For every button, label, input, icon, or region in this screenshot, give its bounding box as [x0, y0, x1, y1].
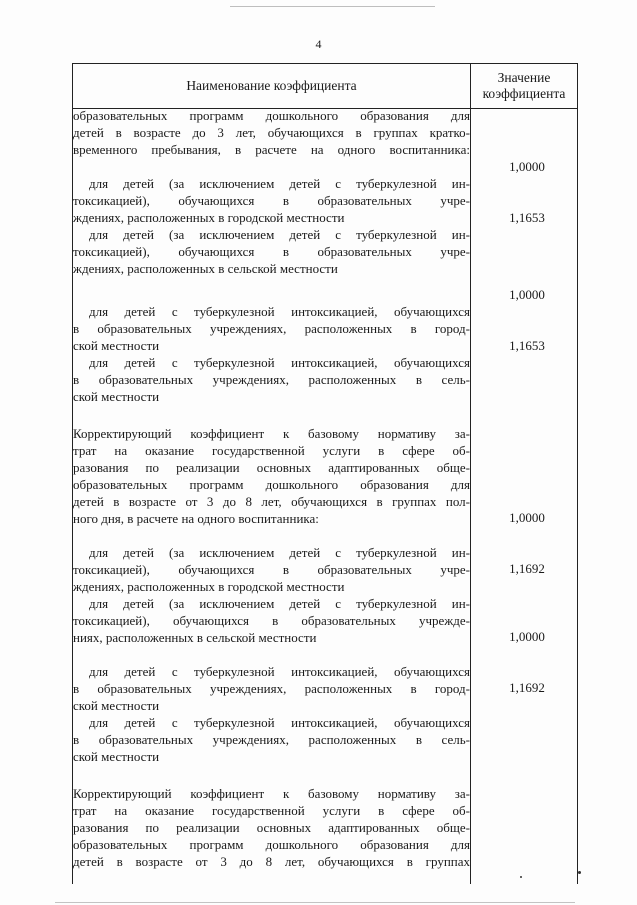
text-line: в образовательных учреждениях, расположенных в город- [73, 321, 470, 336]
text-line: в образовательных учреждениях, расположенных в город- [73, 681, 470, 696]
text-line: в образовательных учреждениях, расположенных в сель- [73, 732, 470, 747]
header-coefficient-name: Наименование коэффициента [73, 64, 471, 109]
coefficient-value: 1,1692 [509, 680, 545, 695]
coefficient-item [73, 303, 470, 354]
text-line: токсикацией), обучающихся в образовательных учре- [73, 244, 470, 259]
header-value-line2: коэффициента [482, 86, 566, 101]
section-intro-continuation [73, 107, 470, 158]
text-line: для детей с туберкулезной интоксикацией, обучающихся [89, 355, 470, 370]
text-line: ской местности [73, 698, 160, 713]
coefficient-values-column [471, 109, 578, 885]
coefficient-value: 1,1653 [509, 210, 545, 225]
coefficient-value: 1,0000 [509, 629, 545, 644]
text-line: для детей с туберкулезной интоксикацией, обучающихся [89, 664, 470, 679]
text-line: токсикацией), обучающихся в образовательных учре- [73, 193, 470, 208]
coefficient-section-heading [73, 785, 470, 870]
text-line: ждениях, расположенных в городской местности [73, 210, 345, 225]
coefficient-section-heading [73, 425, 470, 527]
scan-artifact-bottom [55, 902, 575, 903]
text-line: для детей (за исключением детей с туберкулезной ин- [89, 176, 470, 191]
text-line: разования по реализации основных адаптированных обще- [73, 820, 470, 835]
text-line: детей в возрасте до 3 лет, обучающихся в группах кратко- [73, 125, 470, 140]
coefficient-item [73, 663, 470, 714]
coefficient-item [73, 354, 470, 405]
coefficient-item [73, 226, 470, 277]
text-line: трат на оказание государственной услуги в сфере об- [73, 803, 470, 818]
value-spacer [471, 109, 577, 158]
coefficient-item [73, 175, 470, 226]
text-line: образовательных программ дошкольного образования для [73, 837, 470, 852]
text-line: временного пребывания, в расчете на одного воспитанника: [73, 142, 470, 157]
text-line: для детей (за исключением детей с туберкулезной ин- [89, 596, 470, 611]
page-number: 4 [315, 37, 322, 51]
text-line: ской местности [73, 749, 160, 764]
coefficient-value: 1,1653 [509, 338, 545, 353]
text-line: разования по реализации основных адаптированных обще- [73, 460, 470, 475]
text-line: ждениях, расположенных в городской местности [73, 579, 345, 594]
text-line: ждениях, расположенных в сельской местности [73, 261, 338, 276]
coefficient-item [73, 544, 470, 595]
text-line: для детей с туберкулезной интоксикацией, обучающихся [89, 715, 470, 730]
cell-bottom-spacer [73, 870, 470, 884]
scan-artifact-top [230, 6, 435, 7]
header-coefficient-value [471, 64, 578, 109]
scan-speck [578, 871, 581, 874]
text-line: образовательных программ дошкольного образования для [73, 108, 470, 123]
text-line: ниях, расположенных в сельской местности [73, 630, 317, 645]
header-value-line1: Значение [497, 70, 551, 85]
coefficient-table [72, 63, 578, 884]
coefficient-item [73, 595, 470, 646]
text-line: ного дня, в расчете на одного воспитанника: [73, 511, 319, 526]
text-line: в образовательных учреждениях, расположенных в сель- [73, 372, 470, 387]
text-line: образовательных программ дошкольного образования для [73, 477, 470, 492]
coefficient-value: 1,0000 [509, 287, 545, 302]
text-line: детей в возрасте от 3 до 8 лет, обучающихся в группах пол- [73, 494, 470, 509]
text-line: ской местности [73, 389, 160, 404]
text-line: детей в возрасте от 3 до 8 лет, обучающихся в группах [73, 854, 470, 869]
text-line: токсикацией), обучающихся в образовательных учрежде- [73, 613, 470, 628]
text-line: для детей (за исключением детей с туберкулезной ин- [89, 227, 470, 242]
text-line: Корректирующий коэффициент к базовому нормативу за- [73, 786, 470, 801]
coefficient-item [73, 714, 470, 765]
text-line: для детей с туберкулезной интоксикацией, обучающихся [89, 304, 470, 319]
table-header-row [73, 64, 578, 109]
table-body-row [73, 109, 578, 885]
coefficient-value: 1,0000 [509, 510, 545, 525]
text-line: для детей (за исключением детей с туберкулезной ин- [89, 545, 470, 560]
text-line: ской местности [73, 338, 160, 353]
text-line: трат на оказание государственной услуги в сфере об- [73, 443, 470, 458]
coefficient-names-column [73, 109, 471, 885]
text-line: Корректирующий коэффициент к базовому нормативу за- [73, 426, 470, 441]
coefficient-value: 1,0000 [509, 159, 545, 174]
coefficient-value: 1,1692 [509, 561, 545, 576]
text-line: токсикацией), обучающихся в образовательных учре- [73, 562, 470, 577]
